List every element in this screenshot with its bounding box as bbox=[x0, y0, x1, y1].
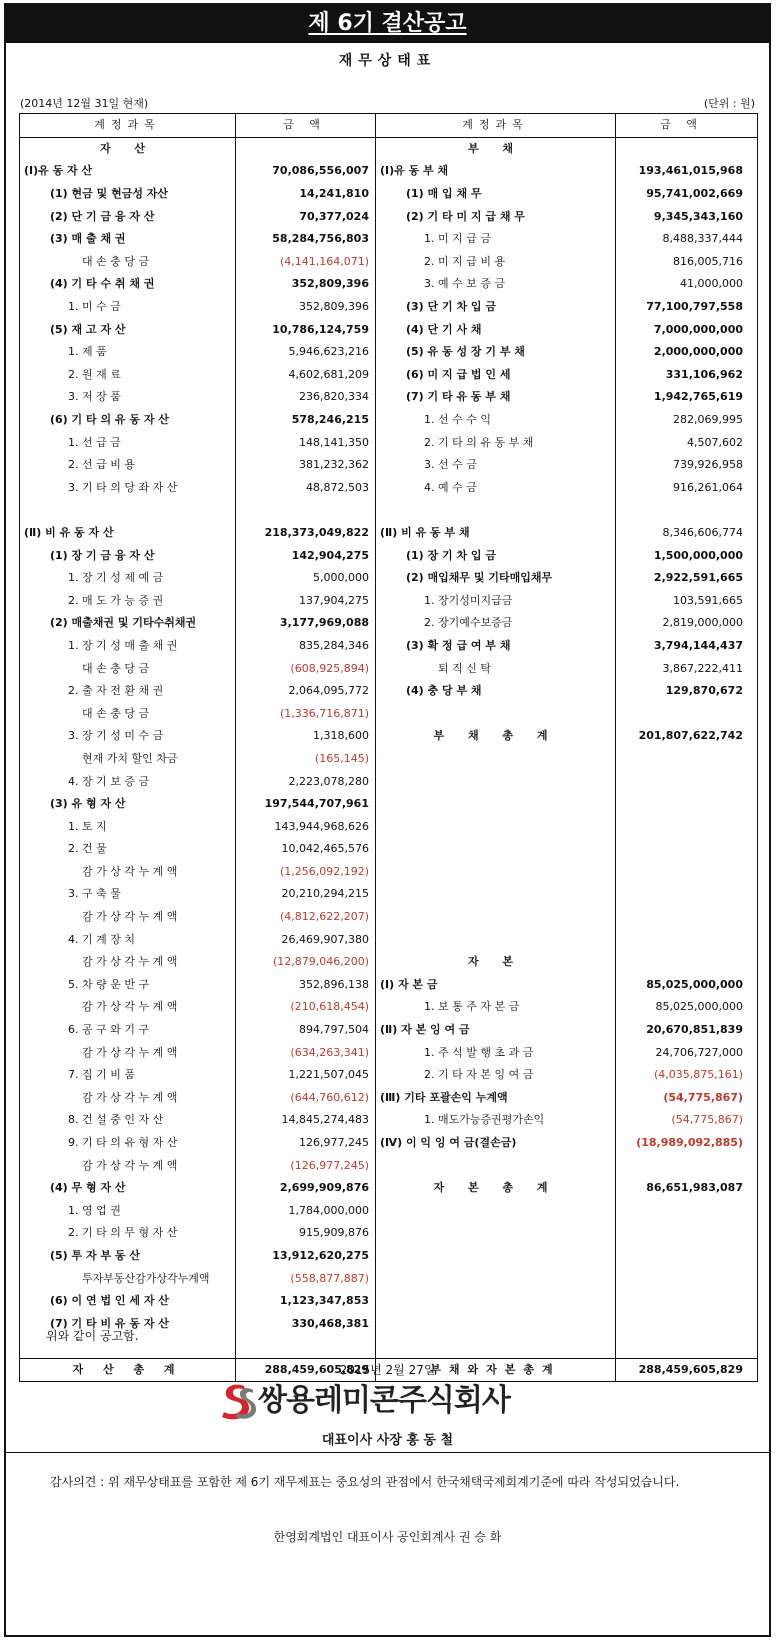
table-row bbox=[20, 996, 758, 1019]
asset-account-label: 1. 장 기 성 제 예 금 bbox=[20, 567, 236, 590]
liability-equity-amount bbox=[616, 1267, 758, 1290]
table-row bbox=[20, 589, 758, 612]
liability-equity-account-label bbox=[376, 815, 616, 838]
liability-equity-amount: 739,926,958 bbox=[616, 454, 758, 477]
asset-amount: 2,223,078,280 bbox=[236, 770, 376, 793]
table-row bbox=[20, 838, 758, 861]
asset-account-label: 대 손 충 당 금 bbox=[20, 657, 236, 680]
liability-equity-account-label: (3) 확 정 급 여 부 채 bbox=[376, 635, 616, 658]
publication-date: 2015년 2월 27일 bbox=[339, 1363, 436, 1377]
liability-equity-account-label bbox=[376, 928, 616, 951]
liability-equity-account-label: 2. 기 타 의 유 동 부 채 bbox=[376, 431, 616, 454]
liability-equity-amount: 2,819,000,000 bbox=[616, 612, 758, 635]
liability-equity-account-label: 자 본 bbox=[376, 951, 616, 974]
table-row bbox=[20, 1041, 758, 1064]
liability-equity-account-label bbox=[376, 861, 616, 884]
asset-amount bbox=[236, 137, 376, 160]
asset-account-label: 투자부동산감가상각누계액 bbox=[20, 1267, 236, 1290]
asset-amount: 70,377,024 bbox=[236, 205, 376, 228]
asset-amount: 142,904,275 bbox=[236, 544, 376, 567]
asset-account-label: (3) 매 출 채 권 bbox=[20, 228, 236, 251]
asset-amount: 1,221,507,045 bbox=[236, 1064, 376, 1087]
asset-account-label: (3) 유 형 자 산 bbox=[20, 793, 236, 816]
asset-amount: 1,123,347,853 bbox=[236, 1290, 376, 1313]
asset-account-label: 감 가 상 각 누 계 액 bbox=[20, 996, 236, 1019]
liability-equity-account-label: 3. 선 수 금 bbox=[376, 454, 616, 477]
asset-account-label: 1. 장 기 성 매 출 채 권 bbox=[20, 635, 236, 658]
liability-equity-account-label: 1. 매도가능증권평가손익 bbox=[376, 1109, 616, 1132]
liability-equity-amount bbox=[616, 928, 758, 951]
liability-equity-amount bbox=[616, 906, 758, 929]
asset-amount: 330,468,381 bbox=[236, 1312, 376, 1335]
asset-amount: (1,336,716,871) bbox=[236, 702, 376, 725]
liability-equity-amount: 916,261,064 bbox=[616, 477, 758, 500]
asset-account-label: (Ⅰ)유 동 자 산 bbox=[20, 160, 236, 183]
liability-equity-account-label: (Ⅲ) 기타 포괄손익 누계액 bbox=[376, 1087, 616, 1110]
asset-amount: 14,241,810 bbox=[236, 183, 376, 206]
liability-equity-amount: 20,670,851,839 bbox=[616, 1019, 758, 1042]
table-row bbox=[20, 454, 758, 477]
table-row bbox=[20, 1019, 758, 1042]
liability-equity-amount: 95,741,002,669 bbox=[616, 183, 758, 206]
ss-logo-icon bbox=[220, 1381, 256, 1421]
asset-amount: 2,064,095,772 bbox=[236, 680, 376, 703]
asset-amount: (12,879,046,200) bbox=[236, 951, 376, 974]
asset-amount: 20,210,294,215 bbox=[236, 883, 376, 906]
liability-equity-account-label: 1. 미 지 급 금 bbox=[376, 228, 616, 251]
asset-amount: (210,618,454) bbox=[236, 996, 376, 1019]
liability-equity-amount: 8,488,337,444 bbox=[616, 228, 758, 251]
table-row bbox=[20, 928, 758, 951]
liability-equity-account-label bbox=[376, 1200, 616, 1223]
table-row bbox=[20, 137, 758, 160]
liability-equity-account-label: (2) 매입채무 및 기타매입채무 bbox=[376, 567, 616, 590]
liability-equity-account-label: 2. 미 지 급 비 용 bbox=[376, 251, 616, 274]
liability-equity-amount: 8,346,606,774 bbox=[616, 522, 758, 545]
liability-equity-amount: 282,069,995 bbox=[616, 409, 758, 432]
asset-amount: (558,877,887) bbox=[236, 1267, 376, 1290]
liability-equity-account-label: (1) 장 기 차 입 금 bbox=[376, 544, 616, 567]
asset-amount: (608,925,894) bbox=[236, 657, 376, 680]
asset-account-label: (5) 투 자 부 동 산 bbox=[20, 1245, 236, 1268]
liability-equity-account-label bbox=[376, 1290, 616, 1313]
column-header-amount: 금 액 bbox=[236, 114, 376, 138]
asset-amount: 197,544,707,961 bbox=[236, 793, 376, 816]
liability-equity-account-label: 부 채 총 계 bbox=[376, 725, 616, 748]
asset-account-label: 9. 기 타 의 유 형 자 산 bbox=[20, 1132, 236, 1155]
asset-account-label: 1. 선 급 금 bbox=[20, 431, 236, 454]
divider bbox=[6, 1452, 769, 1453]
asset-account-label: 자 산 bbox=[20, 137, 236, 160]
asset-account-label: 감 가 상 각 누 계 액 bbox=[20, 861, 236, 884]
asset-amount bbox=[236, 499, 376, 522]
liability-equity-amount: 2,922,591,665 bbox=[616, 567, 758, 590]
liability-equity-account-label bbox=[376, 1222, 616, 1245]
liability-equity-amount: 193,461,015,968 bbox=[616, 160, 758, 183]
asset-amount: 894,797,504 bbox=[236, 1019, 376, 1042]
asset-amount: 352,896,138 bbox=[236, 974, 376, 997]
liability-equity-account-label: 3. 예 수 보 증 금 bbox=[376, 273, 616, 296]
asset-amount: (4,141,164,071) bbox=[236, 251, 376, 274]
asset-amount bbox=[236, 1335, 376, 1358]
asset-amount: 3,177,969,088 bbox=[236, 612, 376, 635]
liability-equity-account-label: 자 본 총 계 bbox=[376, 1177, 616, 1200]
asset-amount: 352,809,396 bbox=[236, 273, 376, 296]
liability-equity-amount: 4,507,602 bbox=[616, 431, 758, 454]
liability-equity-account-label: 2. 기 타 자 본 잉 여 금 bbox=[376, 1064, 616, 1087]
column-header-account-right: 계정과목 bbox=[376, 114, 616, 138]
asset-account-label: 8. 건 설 중 인 자 산 bbox=[20, 1109, 236, 1132]
asset-account-label: 대 손 충 당 금 bbox=[20, 702, 236, 725]
liability-equity-amount: 1,942,765,619 bbox=[616, 386, 758, 409]
table-row bbox=[20, 431, 758, 454]
asset-amount: (165,145) bbox=[236, 748, 376, 771]
asset-amount: 915,909,876 bbox=[236, 1222, 376, 1245]
company-name: 쌍용레미콘주식회사 bbox=[258, 1383, 510, 1418]
total-liabilities-equity-label: 부채와자본총계 bbox=[376, 1358, 616, 1382]
table-row bbox=[20, 770, 758, 793]
asset-account-label: 3. 기 타 의 당 좌 자 산 bbox=[20, 477, 236, 500]
total-assets-label: 자 산 총 계 bbox=[20, 1358, 236, 1382]
liability-equity-account-label: 부 채 bbox=[376, 137, 616, 160]
liability-equity-account-label: (2) 기 타 미 지 급 채 무 bbox=[376, 205, 616, 228]
asset-account-label: 2. 선 급 비 용 bbox=[20, 454, 236, 477]
liability-equity-amount bbox=[616, 499, 758, 522]
liability-equity-account-label: (4) 단 기 사 채 bbox=[376, 318, 616, 341]
asset-amount: 143,944,968,626 bbox=[236, 815, 376, 838]
table-row bbox=[20, 477, 758, 500]
table-row bbox=[20, 815, 758, 838]
notice-text: 위와 같이 공고함. bbox=[46, 1329, 139, 1343]
liability-equity-account-label bbox=[376, 1245, 616, 1268]
asset-account-label: 3. 구 축 물 bbox=[20, 883, 236, 906]
liability-equity-amount: 816,005,716 bbox=[616, 251, 758, 274]
asset-amount: 218,373,049,822 bbox=[236, 522, 376, 545]
asset-account-label: 3. 저 장 품 bbox=[20, 386, 236, 409]
table-row bbox=[20, 1109, 758, 1132]
liability-equity-amount bbox=[616, 702, 758, 725]
table-row bbox=[20, 183, 758, 206]
liability-equity-amount: 129,870,672 bbox=[616, 680, 758, 703]
column-header-amount-right: 금 액 bbox=[616, 114, 758, 138]
asset-amount: 26,469,907,380 bbox=[236, 928, 376, 951]
table-row bbox=[20, 522, 758, 545]
asset-account-label: (4) 기 타 수 취 채 권 bbox=[20, 273, 236, 296]
asset-account-label: (6) 기 타 의 유 동 자 산 bbox=[20, 409, 236, 432]
liability-equity-account-label bbox=[376, 1267, 616, 1290]
table-row bbox=[20, 1087, 758, 1110]
statement-title: 재무상태표 bbox=[338, 53, 437, 69]
asset-account-label: 2. 매 도 가 능 증 권 bbox=[20, 589, 236, 612]
asset-amount: 48,872,503 bbox=[236, 477, 376, 500]
liability-equity-account-label: 퇴 직 신 탁 bbox=[376, 657, 616, 680]
liability-equity-account-label bbox=[376, 793, 616, 816]
liability-equity-amount bbox=[616, 1335, 758, 1358]
liability-equity-account-label: (Ⅱ) 자 본 잉 여 금 bbox=[376, 1019, 616, 1042]
asset-account-label: (2) 단 기 금 융 자 산 bbox=[20, 205, 236, 228]
table-row bbox=[20, 1064, 758, 1087]
liability-equity-amount bbox=[616, 951, 758, 974]
asset-account-label: 2. 출 자 전 환 채 권 bbox=[20, 680, 236, 703]
table-row bbox=[20, 657, 758, 680]
asset-account-label: 감 가 상 각 누 계 액 bbox=[20, 1041, 236, 1064]
table-row bbox=[20, 702, 758, 725]
liability-equity-account-label: (Ⅰ)유 동 부 채 bbox=[376, 160, 616, 183]
liability-equity-amount: 201,807,622,742 bbox=[616, 725, 758, 748]
table-row bbox=[20, 1177, 758, 1200]
liability-equity-amount: 1,500,000,000 bbox=[616, 544, 758, 567]
liability-equity-account-label bbox=[376, 1154, 616, 1177]
liability-equity-account-label: (4) 충 당 부 채 bbox=[376, 680, 616, 703]
liability-equity-account-label: (1) 매 입 채 무 bbox=[376, 183, 616, 206]
liability-equity-amount bbox=[616, 1245, 758, 1268]
asset-amount: (126,977,245) bbox=[236, 1154, 376, 1177]
asset-account-label: (1) 장 기 금 융 자 산 bbox=[20, 544, 236, 567]
liability-equity-account-label bbox=[376, 1335, 616, 1358]
asset-amount: 70,086,556,007 bbox=[236, 160, 376, 183]
asset-account-label: 감 가 상 각 누 계 액 bbox=[20, 951, 236, 974]
asset-account-label: 2. 기 타 의 무 형 자 산 bbox=[20, 1222, 236, 1245]
company-logo bbox=[220, 1381, 530, 1421]
table-row bbox=[20, 1267, 758, 1290]
total-assets-value: 288,459,605,829 bbox=[236, 1358, 376, 1382]
liability-equity-amount: (54,775,867) bbox=[616, 1109, 758, 1132]
liability-equity-account-label bbox=[376, 702, 616, 725]
asset-account-label: (1) 현금 및 현금성 자산 bbox=[20, 183, 236, 206]
column-header-account: 계정과목 bbox=[20, 114, 236, 138]
total-liabilities-equity-value: 288,459,605,829 bbox=[616, 1358, 758, 1382]
liability-equity-amount: 9,345,343,160 bbox=[616, 205, 758, 228]
table-row bbox=[20, 793, 758, 816]
liability-equity-account-label: (Ⅱ) 비 유 동 부 채 bbox=[376, 522, 616, 545]
table-row bbox=[20, 680, 758, 703]
asset-amount: 148,141,350 bbox=[236, 431, 376, 454]
liability-equity-account-label bbox=[376, 770, 616, 793]
liability-equity-amount: 3,867,222,411 bbox=[616, 657, 758, 680]
asset-amount: 578,246,215 bbox=[236, 409, 376, 432]
table-row bbox=[20, 725, 758, 748]
table-row bbox=[20, 1222, 758, 1245]
asset-amount: 5,946,623,216 bbox=[236, 341, 376, 364]
asset-account-label bbox=[20, 499, 236, 522]
asset-amount: 835,284,346 bbox=[236, 635, 376, 658]
liability-equity-account-label bbox=[376, 838, 616, 861]
liability-equity-amount: 2,000,000,000 bbox=[616, 341, 758, 364]
liability-equity-amount: 41,000,000 bbox=[616, 273, 758, 296]
liability-equity-amount: 85,025,000,000 bbox=[616, 974, 758, 997]
asset-account-label: 감 가 상 각 누 계 액 bbox=[20, 906, 236, 929]
liability-equity-account-label: 4. 예 수 금 bbox=[376, 477, 616, 500]
table-row bbox=[20, 906, 758, 929]
table-row bbox=[20, 1200, 758, 1223]
liability-equity-account-label: (6) 미 지 급 법 인 세 bbox=[376, 364, 616, 387]
liability-equity-amount: 3,794,144,437 bbox=[616, 635, 758, 658]
liability-equity-amount: 86,651,983,087 bbox=[616, 1177, 758, 1200]
table-row bbox=[20, 341, 758, 364]
asset-amount: 137,904,275 bbox=[236, 589, 376, 612]
liability-equity-amount: (4,035,875,161) bbox=[616, 1064, 758, 1087]
table-row bbox=[20, 1290, 758, 1313]
asset-account-label: 감 가 상 각 누 계 액 bbox=[20, 1087, 236, 1110]
asset-account-label: (Ⅱ) 비 유 동 자 산 bbox=[20, 522, 236, 545]
liability-equity-amount: 24,706,727,000 bbox=[616, 1041, 758, 1064]
ceo-name: 대표이사 사장 홍 동 철 bbox=[321, 1433, 454, 1448]
audit-opinion: 감사의견 : 위 재무상태표를 포함한 제 6기 재무제표는 중요성의 관점에서 한국채택국제회계기준에 따라 작성되었습니다. bbox=[50, 1475, 680, 1489]
liability-equity-amount bbox=[616, 748, 758, 771]
liability-equity-amount bbox=[616, 137, 758, 160]
liability-equity-account-label bbox=[376, 1312, 616, 1335]
liability-equity-account-label: (3) 단 기 차 입 금 bbox=[376, 296, 616, 319]
liability-equity-account-label: (Ⅰ) 자 본 금 bbox=[376, 974, 616, 997]
liability-equity-account-label: 1. 선 수 수 익 bbox=[376, 409, 616, 432]
asset-amount: 1,318,600 bbox=[236, 725, 376, 748]
asset-amount: 13,912,620,275 bbox=[236, 1245, 376, 1268]
table-row bbox=[20, 1132, 758, 1155]
asset-amount: 4,602,681,209 bbox=[236, 364, 376, 387]
liability-equity-amount bbox=[616, 1312, 758, 1335]
asset-account-label: 1. 토 지 bbox=[20, 815, 236, 838]
table-row bbox=[20, 296, 758, 319]
asset-account-label: 1. 미 수 금 bbox=[20, 296, 236, 319]
asset-amount: (634,263,341) bbox=[236, 1041, 376, 1064]
currency-unit: (단위 : 원) bbox=[703, 97, 755, 110]
asset-amount: (1,256,092,192) bbox=[236, 861, 376, 884]
liability-equity-amount bbox=[616, 1200, 758, 1223]
asset-amount: 5,000,000 bbox=[236, 567, 376, 590]
liability-equity-account-label: (5) 유 동 성 장 기 부 채 bbox=[376, 341, 616, 364]
table-row bbox=[20, 635, 758, 658]
asset-account-label: 7. 집 기 비 품 bbox=[20, 1064, 236, 1087]
liability-equity-account-label bbox=[376, 748, 616, 771]
asset-account-label: 현재 가치 할인 차금 bbox=[20, 748, 236, 771]
liability-equity-account-label: 1. 장기성미지급금 bbox=[376, 589, 616, 612]
table-row bbox=[20, 612, 758, 635]
asset-amount: 381,232,362 bbox=[236, 454, 376, 477]
table-row bbox=[20, 273, 758, 296]
table-row bbox=[20, 251, 758, 274]
asset-account-label: 1. 영 업 권 bbox=[20, 1200, 236, 1223]
liability-equity-amount bbox=[616, 1290, 758, 1313]
asset-amount: 236,820,334 bbox=[236, 386, 376, 409]
asset-amount: (4,812,622,207) bbox=[236, 906, 376, 929]
liability-equity-account-label: (7) 기 타 유 동 부 채 bbox=[376, 386, 616, 409]
balance-sheet-table bbox=[19, 113, 758, 1382]
page-title: 제 6기 결산공고 bbox=[308, 11, 467, 36]
table-row bbox=[20, 1245, 758, 1268]
table-row bbox=[20, 974, 758, 997]
table-row bbox=[20, 205, 758, 228]
table-row bbox=[20, 951, 758, 974]
liability-equity-amount bbox=[616, 1222, 758, 1245]
statement-date: (2014년 12월 31일 현재) bbox=[20, 97, 149, 110]
liability-equity-amount bbox=[616, 883, 758, 906]
table-row bbox=[20, 364, 758, 387]
table-row bbox=[20, 748, 758, 771]
asset-amount: 58,284,756,803 bbox=[236, 228, 376, 251]
title-bar bbox=[6, 5, 769, 43]
liability-equity-account-label bbox=[376, 906, 616, 929]
asset-account-label: 2. 건 물 bbox=[20, 838, 236, 861]
liability-equity-account-label: 1. 주 식 발 행 초 과 금 bbox=[376, 1041, 616, 1064]
asset-account-label: (2) 매출채권 및 기타수취채권 bbox=[20, 612, 236, 635]
liability-equity-amount: (18,989,092,885) bbox=[616, 1132, 758, 1155]
table-row bbox=[20, 567, 758, 590]
liability-equity-amount: 77,100,797,558 bbox=[616, 296, 758, 319]
asset-amount: 352,809,396 bbox=[236, 296, 376, 319]
asset-amount: 126,977,245 bbox=[236, 1132, 376, 1155]
asset-amount: (644,760,612) bbox=[236, 1087, 376, 1110]
asset-amount: 10,042,465,576 bbox=[236, 838, 376, 861]
table-row bbox=[20, 499, 758, 522]
table-row bbox=[20, 228, 758, 251]
liability-equity-account-label: 1. 보 통 주 자 본 금 bbox=[376, 996, 616, 1019]
liability-equity-amount: 103,591,665 bbox=[616, 589, 758, 612]
liability-equity-amount bbox=[616, 815, 758, 838]
liability-equity-account-label bbox=[376, 883, 616, 906]
asset-account-label: (7) 기 타 비 유 동 자 산 bbox=[20, 1312, 236, 1335]
table-row bbox=[20, 544, 758, 567]
liability-equity-amount: 331,106,962 bbox=[616, 364, 758, 387]
liability-equity-amount bbox=[616, 861, 758, 884]
asset-account-label: 1. 제 품 bbox=[20, 341, 236, 364]
liability-equity-amount bbox=[616, 793, 758, 816]
table-row bbox=[20, 1154, 758, 1177]
asset-amount: 2,699,909,876 bbox=[236, 1177, 376, 1200]
table-row bbox=[20, 861, 758, 884]
liability-equity-amount bbox=[616, 838, 758, 861]
liability-equity-amount: 85,025,000,000 bbox=[616, 996, 758, 1019]
asset-account-label: 6. 공 구 와 기 구 bbox=[20, 1019, 236, 1042]
table-row bbox=[20, 409, 758, 432]
table-row bbox=[20, 160, 758, 183]
liability-equity-amount: (54,775,867) bbox=[616, 1087, 758, 1110]
liability-equity-amount bbox=[616, 1154, 758, 1177]
asset-account-label: 5. 차 량 운 반 구 bbox=[20, 974, 236, 997]
table-row bbox=[20, 318, 758, 341]
asset-amount: 1,784,000,000 bbox=[236, 1200, 376, 1223]
table-row bbox=[20, 883, 758, 906]
asset-account-label: (4) 무 형 자 산 bbox=[20, 1177, 236, 1200]
asset-account-label: 4. 기 계 장 치 bbox=[20, 928, 236, 951]
asset-account-label: 2. 원 재 료 bbox=[20, 364, 236, 387]
liability-equity-amount bbox=[616, 770, 758, 793]
liability-equity-amount: 7,000,000,000 bbox=[616, 318, 758, 341]
asset-account-label: (6) 이 연 법 인 세 자 산 bbox=[20, 1290, 236, 1313]
liability-equity-account-label bbox=[376, 499, 616, 522]
asset-amount: 14,845,274,483 bbox=[236, 1109, 376, 1132]
asset-account-label: 대 손 충 당 금 bbox=[20, 251, 236, 274]
liability-equity-account-label: (Ⅳ) 이 익 잉 여 금(결손금) bbox=[376, 1132, 616, 1155]
table-header-row bbox=[20, 114, 758, 138]
announcement-frame bbox=[4, 3, 771, 1637]
auditor-name: 한영회계법인 대표이사 공인회계사 권 승 화 bbox=[273, 1530, 502, 1544]
asset-account-label: 4. 장 기 보 증 금 bbox=[20, 770, 236, 793]
asset-account-label: 3. 장 기 성 미 수 금 bbox=[20, 725, 236, 748]
liability-equity-account-label: 2. 장기예수보증금 bbox=[376, 612, 616, 635]
asset-account-label: (5) 재 고 자 산 bbox=[20, 318, 236, 341]
table-row bbox=[20, 386, 758, 409]
asset-account-label: 감 가 상 각 누 계 액 bbox=[20, 1154, 236, 1177]
asset-amount: 10,786,124,759 bbox=[236, 318, 376, 341]
